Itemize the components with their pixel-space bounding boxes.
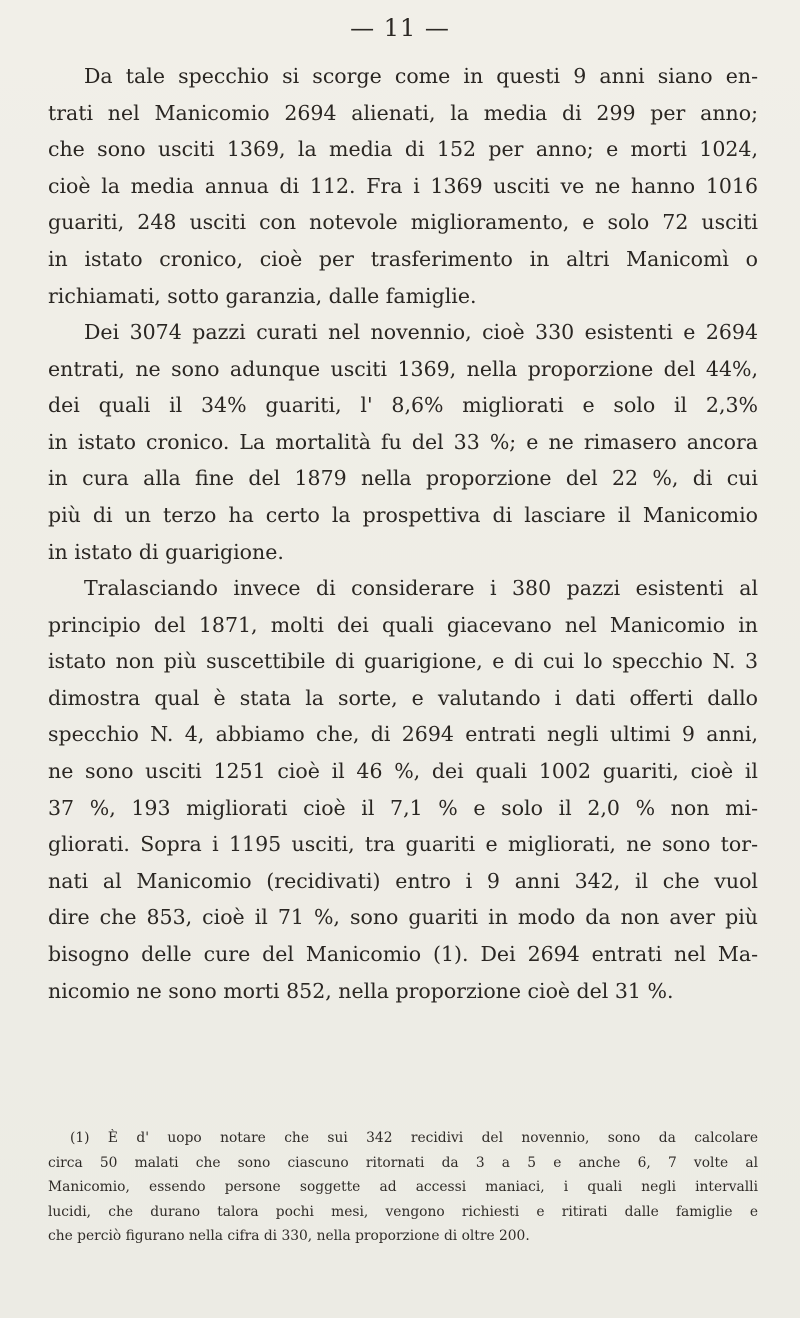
text-line: Dei 3074 pazzi curati nel novennio, cioè 330 esistenti e 2694 <box>84 320 758 344</box>
text-line: in istato di guarigione. <box>48 539 284 564</box>
paragraph-text <box>48 314 758 570</box>
page-number: — 11 — <box>350 14 450 42</box>
text-line: Da tale specchio si scorge come in questi 9 anni siano en- <box>84 64 758 88</box>
text-line: in cura alla fine del 1879 nella proporzione del 22 %, di cui <box>48 466 758 491</box>
text-line: 37 %, 193 migliorati cioè il 7,1 % e solo il 2,0 % non mi- <box>48 795 758 820</box>
paragraph-text <box>48 58 758 314</box>
text-line: richiamati, sotto garanzia, dalle famiglie. <box>48 283 477 308</box>
footnote <box>48 1126 758 1249</box>
text-line: nicomio ne sono morti 852, nella proporzione cioè del 31 %. <box>48 978 674 1003</box>
footnote-line: circa 50 malati che sono ciascuno ritornati da 3 a 5 e anche 6, 7 volte al <box>48 1154 758 1171</box>
footnote-line: Manicomio, essendo persone soggette ad accessi maniaci, i quali negli intervalli <box>48 1179 758 1195</box>
text-line: guariti, 248 usciti con notevole miglioramento, e solo 72 usciti <box>48 210 758 235</box>
text-line: trati nel Manicomio 2694 alienati, la media di 299 per anno; <box>48 100 758 125</box>
text-line: entrati, ne sono adunque usciti 1369, nella proporzione del 44%, <box>48 356 758 381</box>
text-line: in istato cronico. La mortalità fu del 33 %; e ne rimasero ancora <box>48 429 758 454</box>
text-line: principio del 1871, molti dei quali giacevano nel Manicomio in <box>48 612 758 637</box>
text-line: dimostra qual è stata la sorte, e valutando i dati offerti dallo <box>48 685 758 710</box>
text-line: gliorati. Sopra i 1195 usciti, tra guariti e migliorati, ne sono tor- <box>48 832 758 857</box>
footnote-line: che perciò figurano nella cifra di 330, nella proporzione di oltre 200. <box>48 1228 530 1244</box>
text-line: dire che 853, cioè il 71 %, sono guariti in modo da non aver più <box>48 905 758 930</box>
paragraph-1 <box>48 58 758 314</box>
text-line: dei quali il 34% guariti, l' 8,6% migliorati e solo il 2,3% <box>48 393 758 418</box>
paragraph-text <box>48 570 758 1009</box>
text-line: bisogno delle cure del Manicomio (1). Dei 2694 entrati nel Ma- <box>48 941 758 966</box>
text-line: istato non più suscettibile di guarigione, e di cui lo specchio N. 3 <box>48 649 758 674</box>
paragraph-3 <box>48 570 758 1009</box>
paragraph-2 <box>48 314 758 570</box>
text-line: Tralasciando invece di considerare i 380 pazzi esistenti al <box>84 576 758 600</box>
text-line: ne sono usciti 1251 cioè il 46 %, dei quali 1002 guariti, cioè il <box>48 758 758 783</box>
text-line: in istato cronico, cioè per trasferimento in altri Manicomì o <box>48 246 758 271</box>
text-line: specchio N. 4, abbiamo che, di 2694 entrati negli ultimi 9 anni, <box>48 722 758 747</box>
footnote-line: lucidi, che durano talora pochi mesi, vengono richiesti e ritirati dalle famiglie e <box>48 1203 758 1220</box>
footnote-line: (1) È d' uopo notare che sui 342 recidivi del novennio, sono da calcolare <box>70 1130 758 1146</box>
text-line: cioè la media annua di 112. Fra i 1369 usciti ve ne hanno 1016 <box>48 173 758 198</box>
text-line: che sono usciti 1369, la media di 152 per anno; e morti 1024, <box>48 137 758 162</box>
text-line: più di un terzo ha certo la prospettiva di lasciare il Manicomio <box>48 502 758 527</box>
text-line: nati al Manicomio (recidivati) entro i 9 anni 342, il che vuol <box>48 868 758 893</box>
